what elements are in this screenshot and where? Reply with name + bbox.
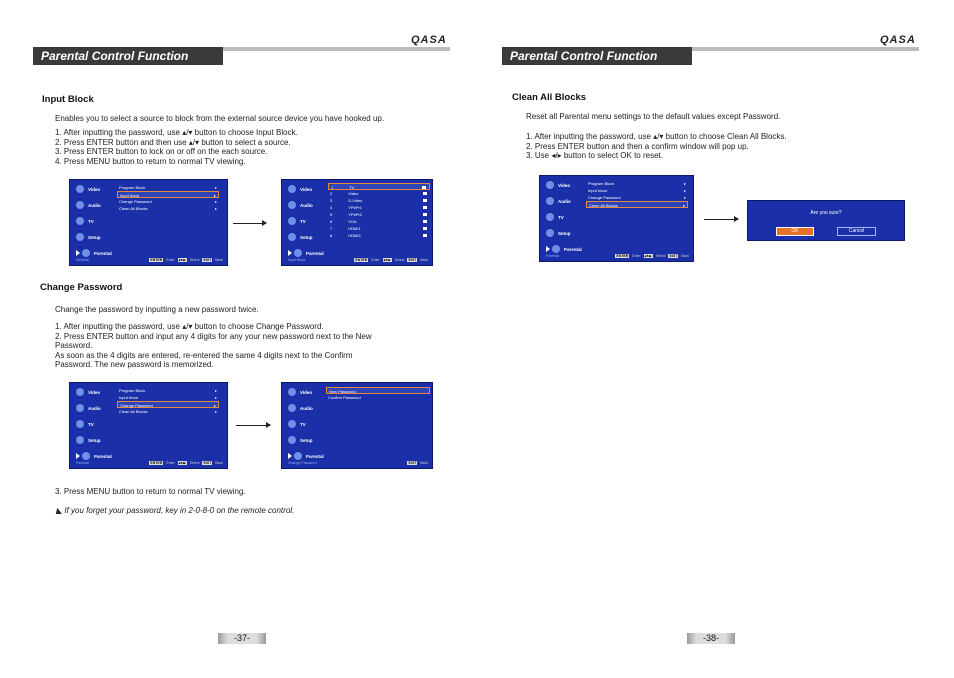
- side-setup: Setup: [282, 432, 326, 448]
- source-row: 3 S-Video: [328, 197, 430, 204]
- source-row: 6 VGA: [328, 218, 430, 225]
- menu-change-password: Change Password ▸: [588, 195, 686, 200]
- clean-all-steps: [526, 132, 787, 161]
- menu-change-password: Change Password ▸: [119, 199, 217, 204]
- step: 3. Use ◂/▸ button to select OK to reset.: [526, 151, 663, 160]
- osd-footer: Parental ENTER Enter ▴▾◂▸ Select EXIT Back: [76, 258, 223, 262]
- clean-all-title: Clean All Blocks: [512, 92, 587, 103]
- input-block-title: Input Block: [42, 94, 94, 105]
- source-row: 1 TV: [328, 183, 430, 190]
- parental-icon: [82, 249, 90, 257]
- side-tv: TV: [70, 416, 114, 432]
- input-block-intro: Enables you to select a source to block from the external source device you have hooked up.: [55, 114, 385, 123]
- audio-icon: [288, 404, 296, 412]
- tv-icon: [76, 420, 84, 428]
- side-audio: Audio: [70, 400, 114, 416]
- step: 2. Press ENTER button and input any 4 digits for any your new password next to the New: [55, 331, 372, 341]
- side-video: Video: [70, 384, 114, 400]
- arrow-icon: [233, 223, 266, 224]
- osd-footer: Parental ENTER Enter ▴▾◂▸ Select EXIT Back: [76, 461, 223, 465]
- side-audio: Audio: [70, 197, 114, 213]
- input-block-steps: [55, 128, 298, 166]
- pointer-icon: [76, 250, 80, 256]
- osd-change-password: [281, 382, 433, 469]
- video-icon: [76, 185, 84, 193]
- menu-program-block: Program Block ▸: [588, 181, 686, 186]
- step: Password. The new password is memorized.: [55, 360, 214, 369]
- osd-footer: Parental ENTER Enter ▴▾◂▸ Select EXIT Back: [546, 254, 689, 258]
- side-parental: Parental: [282, 245, 326, 261]
- menu-program-block: Program Block ▸: [119, 388, 217, 393]
- osd-input-block-list: [281, 179, 433, 266]
- arrow-icon: [236, 425, 270, 426]
- source-row: 8 HDMI2: [328, 232, 430, 239]
- side-audio: Audio: [540, 193, 584, 209]
- setup-icon: [546, 229, 554, 237]
- video-icon: [546, 181, 554, 189]
- setup-icon: [288, 233, 296, 241]
- step: 3. Press ENTER button to lock on or off on the each source.: [55, 147, 268, 156]
- side-setup: Setup: [282, 229, 326, 245]
- source-row: 4 YPbPr1: [328, 204, 430, 211]
- osd-footer: Input Block ENTER Enter ▴▾◂▸ Select EXIT Back: [288, 258, 428, 262]
- page-header: Parental Control Function: [33, 47, 223, 65]
- parental-icon: [552, 245, 560, 253]
- step: 1. After inputting the password, use ▴/▾ button to choose Change Password.: [55, 322, 324, 331]
- step: 1. After inputting the password, use ▴/▾ button to choose Clean All Blocks.: [526, 132, 787, 141]
- change-password-steps: [55, 322, 372, 370]
- source-row: 7 HDMI1: [328, 225, 430, 232]
- audio-icon: [546, 197, 554, 205]
- side-video: Video: [540, 177, 584, 193]
- confirm-password-row: Confirm Password: [328, 395, 361, 400]
- video-icon: [288, 185, 296, 193]
- menu-input-block: Input block ▸: [119, 395, 217, 400]
- side-video: Video: [282, 181, 326, 197]
- tv-icon: [546, 213, 554, 221]
- confirm-dialog: [747, 200, 905, 241]
- menu-change-password: Change Password ▸: [117, 401, 219, 408]
- cancel-button[interactable]: Cancel: [837, 227, 876, 236]
- new-password-row: New Password: [326, 387, 430, 394]
- tv-icon: [288, 420, 296, 428]
- ok-button[interactable]: OK: [776, 227, 814, 236]
- confirm-question: Are you sure?: [810, 210, 842, 216]
- brand-logo: QASA: [880, 34, 916, 46]
- menu-program-block: Program Block ▸: [119, 185, 217, 190]
- pointer-icon: [546, 246, 550, 252]
- step: As soon as the 4 digits are entered, re-entered the same 4 digits next to the Confirm: [55, 350, 353, 360]
- brand-logo: QASA: [411, 34, 447, 46]
- menu-clean-all: Clean All Blocks ▸: [119, 409, 217, 414]
- pointer-icon: [288, 453, 292, 459]
- change-password-title: Change Password: [40, 282, 123, 293]
- side-setup: Setup: [70, 229, 114, 245]
- source-row: 5 YPbPr2: [328, 211, 430, 218]
- side-parental: Parental: [70, 245, 114, 261]
- parental-icon: [294, 452, 302, 460]
- change-password-intro: Change the password by inputting a new password twice.: [55, 305, 259, 314]
- pointer-icon: ◣: [56, 506, 65, 515]
- side-video: Video: [70, 181, 114, 197]
- step: 1. After inputting the password, use ▴/▾ button to choose Input Block.: [55, 128, 298, 137]
- video-icon: [76, 388, 84, 396]
- side-audio: Audio: [282, 400, 326, 416]
- pointer-icon: [76, 453, 80, 459]
- page-header: Parental Control Function: [502, 47, 692, 65]
- setup-icon: [76, 436, 84, 444]
- video-icon: [288, 388, 296, 396]
- side-video: Video: [282, 384, 326, 400]
- side-parental: Parental: [70, 448, 114, 464]
- osd-parental-menu-input: [69, 179, 228, 266]
- clean-all-intro: Reset all Parental menu settings to the default values except Password.: [526, 112, 781, 121]
- osd-parental-menu-change: [69, 382, 228, 469]
- audio-icon: [76, 201, 84, 209]
- forgot-password-note: ◣ If you forget your password, key in 2-0-8-0 on the remote control.: [56, 506, 295, 515]
- audio-icon: [76, 404, 84, 412]
- step: 2. Press ENTER button and then use ▴/▾ button to select a source.: [55, 137, 291, 147]
- page-number: -37-: [218, 633, 266, 644]
- audio-icon: [288, 201, 296, 209]
- parental-icon: [82, 452, 90, 460]
- menu-input-block: Input block ▸: [588, 188, 686, 193]
- osd-parental-menu-clean: [539, 175, 694, 262]
- change-password-step3: 3. Press MENU button to return to normal TV viewing.: [55, 487, 246, 496]
- side-audio: Audio: [282, 197, 326, 213]
- side-tv: TV: [282, 213, 326, 229]
- side-parental: Parental: [282, 448, 326, 464]
- source-row: 2 Video: [328, 190, 430, 197]
- step: 2. Press ENTER button and then a confirm window will pop up.: [526, 141, 749, 151]
- tv-icon: [288, 217, 296, 225]
- side-setup: Setup: [540, 225, 584, 241]
- side-tv: TV: [282, 416, 326, 432]
- menu-clean-all: Clean All Blocks ▸: [119, 206, 217, 211]
- page-number: -38-: [687, 633, 735, 644]
- arrow-icon: [704, 219, 738, 220]
- tv-icon: [76, 217, 84, 225]
- side-parental: Parental: [540, 241, 584, 257]
- setup-icon: [288, 436, 296, 444]
- pointer-icon: [288, 250, 292, 256]
- setup-icon: [76, 233, 84, 241]
- step: 4. Press MENU button to return to normal TV viewing.: [55, 156, 246, 166]
- side-tv: TV: [70, 213, 114, 229]
- menu-input-block: Input block ▸: [117, 191, 219, 198]
- side-tv: TV: [540, 209, 584, 225]
- menu-clean-all: Clean All Blocks ▸: [586, 201, 688, 208]
- side-setup: Setup: [70, 432, 114, 448]
- step: Password.: [55, 341, 93, 350]
- osd-footer: Change Password EXIT Back: [288, 461, 428, 465]
- parental-icon: [294, 249, 302, 257]
